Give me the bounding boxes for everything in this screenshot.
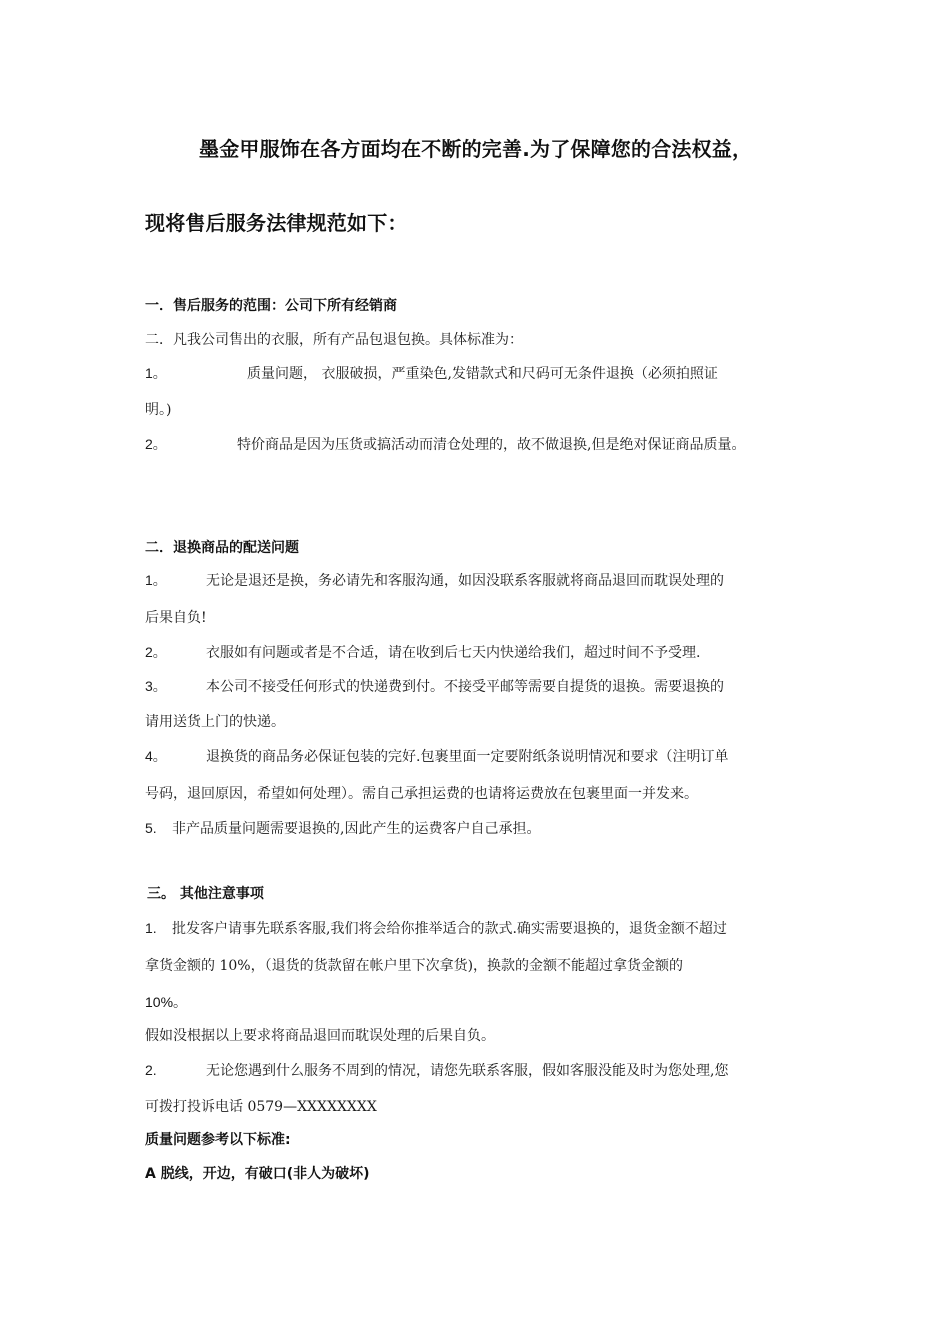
- section1-item-1-cont: 明。): [145, 402, 172, 418]
- title-line-2: 现将售后服务法律规范如下：: [145, 211, 408, 235]
- item-text: 本公司不接受任何形式的快递费到付。不接受平邮等需要自提货的退换。需要退换的: [206, 679, 724, 695]
- item-number: 2.: [145, 1062, 157, 1078]
- item-number: 2。: [145, 436, 167, 452]
- item-number: 3。: [145, 678, 167, 694]
- section3-item-1: [145, 921, 727, 936]
- item-text: 质量问题， 衣服破损，严重染色,发错款式和尺码可无条件退换（必须拍照证: [247, 366, 718, 382]
- item-number: 4。: [145, 748, 167, 764]
- section2-item-5: [145, 821, 540, 836]
- quality-item-a: A 脱线，开边，有破口(非人为破坏): [145, 1166, 370, 1182]
- item-number: 1。: [145, 572, 167, 588]
- section2-item-4: [145, 749, 728, 764]
- section2-item-1: [145, 573, 724, 588]
- item-text: 批发客户请事先联系客服,我们将会给你推举适合的款式.确实需要退换的，退货金额不超过: [172, 921, 727, 937]
- section3-item-1-note: 假如没根据以上要求将商品退回而耽误处理的后果自负。: [145, 1028, 495, 1044]
- item-number: 2。: [145, 644, 167, 660]
- section3-item-1-cont1: 拿货金额的 10%，（退货的货款留在帐户里下次拿货)，换款的金额不能超过拿货金额的: [145, 958, 684, 974]
- section3-item-1-cont2: 10%。: [145, 994, 188, 1010]
- quality-heading: 质量问题参考以下标准:: [145, 1132, 291, 1148]
- item-text: 特价商品是因为压货或搞活动而清仓处理的，故不做退换,但是绝对保证商品质量。: [237, 437, 746, 453]
- section2-item-4-cont: 号码，退回原因，希望如何处理）。需自己承担运费的也请将运费放在包裹里面一并发来。: [145, 786, 698, 802]
- section2-item-3-cont: 请用送货上门的快递。: [145, 714, 285, 730]
- section2-heading: 二．退换商品的配送问题: [145, 540, 299, 556]
- title-line-1: 墨金甲服饰在各方面均在不断的完善.为了保障您的合法权益，: [199, 137, 753, 161]
- section2-item-3: [145, 679, 724, 694]
- section1-item-1: [145, 366, 718, 381]
- item-number: 1。: [145, 365, 167, 381]
- section3-heading: 三。 其他注意事项: [147, 886, 264, 902]
- section2-item-1-cont: 后果自负!: [145, 610, 207, 626]
- section2-item-2: [145, 645, 700, 660]
- item-text: 非产品质量问题需要退换的,因此产生的运费客户自己承担。: [172, 821, 541, 837]
- section3-item-2: [145, 1063, 728, 1078]
- section3-item-2-cont: 可拨打投诉电话 0579—XXXXXXXX: [145, 1099, 377, 1115]
- item-text: 无论您遇到什么服务不周到的情况，请您先联系客服，假如客服没能及时为您处理,您: [206, 1063, 729, 1079]
- section1-intro: 二．凡我公司售出的衣服，所有产品包退包换。具体标准为：: [145, 332, 523, 348]
- section1-heading: 一．售后服务的范围：公司下所有经销商: [145, 298, 397, 314]
- item-text: 衣服如有问题或者是不合适，请在收到后七天内快递给我们，超过时间不予受理.: [206, 645, 701, 661]
- item-number: 5.: [145, 820, 157, 836]
- item-text: 无论是退还是换，务必请先和客服沟通，如因没联系客服就将商品退回而耽误处理的: [206, 573, 724, 589]
- item-number: 1.: [145, 920, 157, 936]
- section1-item-2: [145, 437, 745, 452]
- item-text: 退换货的商品务必保证包装的完好.包裹里面一定要附纸条说明情况和要求（注明订单: [206, 749, 729, 765]
